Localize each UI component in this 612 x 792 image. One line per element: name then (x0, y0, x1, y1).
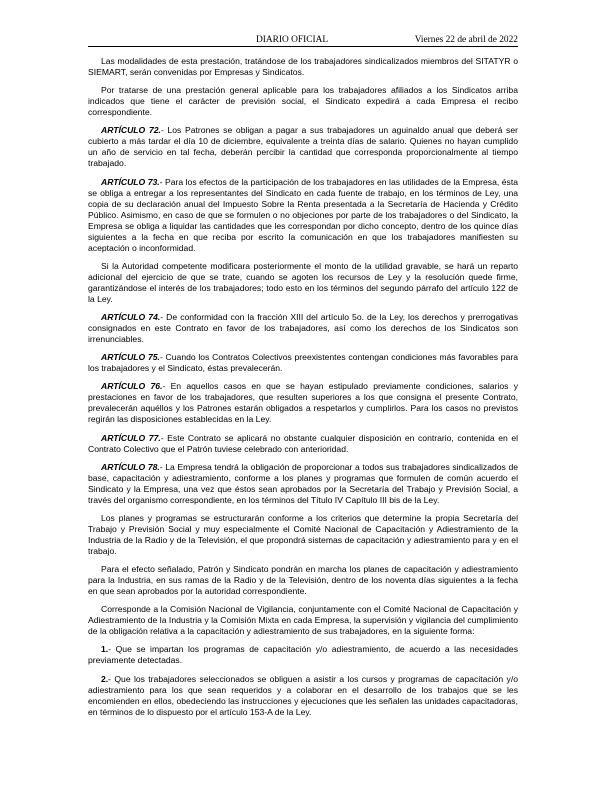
paragraph-text: - La Empresa tendrá la obligación de proporcionar a todos sus trabajadores sindicalizados de base, capacitación y adiestramiento, conforme a los planes y programas que formulen de común acuerdo el Sindicato y la Empresa, una vez que éstos sean aprobados por la Secretaría del Trabajo y Previsión Social, a través del organismo correspondiente, en los términos del Título IV Capítulo III bis de la Ley. (88, 461, 519, 505)
article-76 (88, 381, 518, 425)
article-heading: ARTÍCULO 75. (101, 352, 160, 363)
article-78 (88, 462, 518, 506)
paragraph-text: Las modalidades de esta prestación, tratándose de los trabajadores sindicalizados miembros del SITATYR o SIEMART, serán convenidas por Empresas y Sindicatos. (88, 56, 518, 77)
article-74 (88, 312, 518, 345)
publication-date: Viernes 22 de abril de 2022 (414, 35, 518, 45)
paragraph (88, 261, 518, 305)
paragraph-text: Corresponde a la Comisión Nacional de Vigilancia, conjuntamente con el Comité Nacional de Capacitación y Adiestramiento de la Industria y la Comisión Mixta en cada Empresa, la supervisión y vigilancia del cumplimiento de la obligación relativa a la capacitación y adiestramiento de sus trabajadores, en la siguiente forma: (88, 604, 518, 637)
paragraph-text: - Cuando los Contratos Colectivos preexistentes contengan condiciones más favorables para los trabajadores y el Sindicato, éstas prevalecerán. (88, 352, 518, 374)
article-heading: ARTÍCULO 73. (101, 176, 160, 187)
article-heading: ARTÍCULO 74. (101, 311, 161, 322)
article-heading: ARTÍCULO 72. (101, 125, 161, 136)
paragraph (88, 513, 518, 557)
paragraph-text: - En aquellos casos en que se hayan estipulado previamente condiciones, salarios y prestaciones en favor de los trabajadores, que resulten superiores a los que consigna el presente Contrato, prevalecerán aquéllos y los Patrones estarán obligados a respetarlos y cumplirlos. Para los casos no previstos regirán las disposiciones establecidas en la Ley. (88, 381, 518, 425)
list-item (88, 644, 518, 666)
paragraph-text: Si la Autoridad competente modificara posteriormente el monto de la utilidad gravable, se hará un reparto adicional del ejercicio de que se trate, cuando se agoten los recursos de Ley y la resolución quede firme, garantizándose el interés de los trabajadores; todo esto en los términos del segundo párrafo del artículo 122 de la Ley. (88, 260, 518, 304)
article-heading: ARTÍCULO 78. (101, 461, 160, 472)
paragraph (88, 85, 518, 118)
paragraph-text: Por tratarse de una prestación general aplicable para los trabajadores afiliados a los Sindicatos arriba indicados que tiene el carácter de previsión social, el Sindicato expedirá a cada Empresa el recibo correspondiente. (88, 85, 518, 118)
paragraph (88, 56, 518, 78)
paragraph-text: Para el efecto señalado, Patrón y Sindicato pondrán en marcha los planes de capacitación y adiestramiento para la Industria, en sus ramas de la Radio y de la Televisión, dentro de los noventa días siguientes a la fecha en que sean aprobados por la autoridad correspondiente. (88, 564, 518, 597)
paragraph-text: Los planes y programas se estructurarán conforme a los criterios que determine la propia Secretaría del Trabajo y Previsión Social y muy especialmente el Comité Nacional de Capacitación y Adiestramiento de la Industria de la Radio y de la Televisión, el que propondrá sistemas de capacitación y adiestramiento para y en el trabajo. (88, 512, 518, 556)
paragraph-text: - Los Patrones se obligan a pagar a sus trabajadores un aguinaldo anual que deberá ser cubierto a más tardar el día 10 de diciembre, equivalente a treinta días de salario. Quienes no hayan cumplido un año de servicio en tal fecha, deberán percibir la cantidad que corresponda proporcionalmente al tiempo trabajado. (88, 125, 518, 169)
paragraph (88, 604, 518, 637)
paragraph (88, 564, 518, 597)
paragraph-text: - De conformidad con la fracción XIII del artículo 5o. de la Ley, los derechos y prerrogativas consignados en este Contrato en favor de los trabajadores, así como los derechos de los Sindicatos son irrenunciables. (88, 311, 519, 344)
article-77 (88, 433, 518, 455)
list-number: 2. (101, 673, 109, 684)
publication-title: DIARIO OFICIAL (256, 35, 329, 45)
list-number: 1. (101, 644, 109, 655)
paragraph-text: - Este Contrato se aplicará no obstante cualquier disposición en contrario, contenida en el Contrato Colectivo que el Patrón tuviese celebrado con anterioridad. (88, 432, 519, 454)
article-heading: ARTÍCULO 76. (101, 381, 163, 392)
paragraph-text: - Que los trabajadores seleccionados se obliguen a asistir a los cursos y programas de capacitación y/o adiestramiento para los que sean requeridos y a colaborar en el desarrollo de los trabajos que se les encomienden en ellos, obedeciendo las instrucciones y ejecuciones que les señalen las unidades capacitadoras, en términos de lo dispuesto por el artículo 153-A de la Ley. (88, 673, 518, 717)
list-item (88, 674, 518, 718)
paragraph-text: - Que se impartan los programas de capacitación y/o adiestramiento, de acuerdo a las necesidades previamente detectadas. (88, 644, 518, 666)
article-75 (88, 352, 518, 374)
document-body (88, 56, 518, 725)
page-header (88, 35, 518, 47)
article-heading: ARTÍCULO 77. (101, 432, 161, 443)
article-73 (88, 177, 518, 254)
paragraph-text: - Para los efectos de la participación de los trabajadores en las utilidades de la Empresa, ésta se obliga a entregar a los representantes del Sindicato en cada fuente de trabajo, en los términos de Ley, una copia de su declaración anual del Impuesto Sobre la Renta presentada a la Secretaría de Hacienda y Crédito Público. Asimismo, en caso de que se formulen o no objeciones por parte de los trabajadores o del Sindicato, la Empresa se obliga a liquidar las cantidades que les correspondan por dicho concepto, dentro de los quince días siguientes a la fecha en que reciba por escrito la comunicación en que los trabajadores manifiesten su aceptación o inconformidad. (88, 176, 518, 253)
article-72 (88, 125, 518, 169)
